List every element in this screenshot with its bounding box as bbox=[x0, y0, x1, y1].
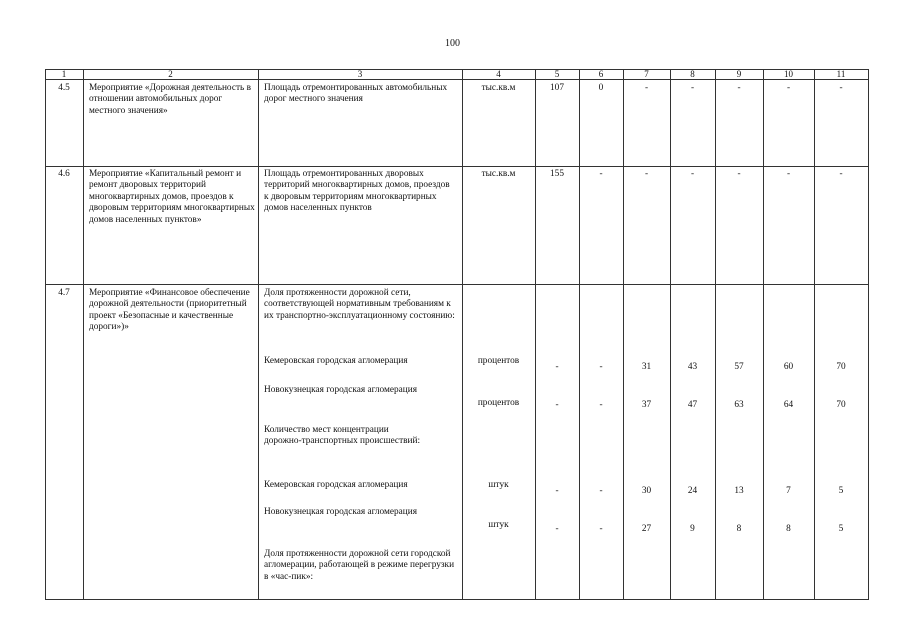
indicator-name: Площадь отремонтированных автомобильных дорог местного значения bbox=[264, 83, 448, 105]
value-cell: 27 bbox=[641, 524, 652, 534]
grid-line bbox=[83, 69, 84, 600]
column-header: 8 bbox=[690, 69, 695, 79]
value-cell: 7 bbox=[786, 486, 791, 496]
value-cell: 5 bbox=[838, 524, 844, 534]
column-header: 4 bbox=[496, 69, 501, 79]
indicator-item-label: Кемеровская городская агломерация bbox=[264, 356, 408, 366]
value-cell: 60 bbox=[783, 362, 794, 372]
grid-line bbox=[670, 69, 671, 600]
grid-line bbox=[763, 69, 764, 600]
program-table bbox=[45, 69, 869, 600]
row-number: 4.7 bbox=[58, 288, 70, 298]
value-cell: 8 bbox=[786, 524, 791, 534]
unit: тыс.кв.м bbox=[481, 83, 516, 93]
column-header: 5 bbox=[554, 69, 560, 79]
column-header: 6 bbox=[598, 69, 604, 79]
unit: тыс.кв.м bbox=[481, 169, 516, 179]
indicator-item-label: Новокузнецкая городская агломерация bbox=[264, 385, 418, 395]
activity-name: Мероприятие «Дорожная деятельность в отношении автомобильных дорог местного значения» bbox=[89, 83, 251, 116]
column-header: 1 bbox=[61, 69, 67, 79]
grid-line bbox=[45, 284, 869, 285]
grid-line bbox=[45, 599, 869, 600]
value-cell: - bbox=[599, 400, 603, 410]
unit: штук bbox=[488, 480, 509, 490]
grid-line bbox=[623, 69, 624, 600]
value-cell: 5 bbox=[838, 486, 844, 496]
indicator-item-label: Новокузнецкая городская агломерация bbox=[264, 507, 418, 517]
value-cell: 70 bbox=[836, 400, 846, 410]
indicator-item-label: Кемеровская городская агломерация bbox=[264, 480, 408, 490]
value-cell: 31 bbox=[641, 362, 652, 372]
column-header: 7 bbox=[644, 69, 649, 79]
unit: процентов bbox=[477, 356, 520, 366]
row-number: 4.6 bbox=[58, 169, 70, 179]
value-cell: 57 bbox=[734, 362, 744, 372]
value-cell: 70 bbox=[836, 362, 846, 372]
value-cell: 64 bbox=[783, 400, 794, 410]
row-number: 4.5 bbox=[58, 83, 70, 93]
value-cell: 13 bbox=[734, 486, 744, 496]
grid-line bbox=[814, 69, 815, 600]
column-header: 9 bbox=[736, 69, 742, 79]
value-cell: - bbox=[690, 169, 695, 179]
value-cell: 0 bbox=[598, 83, 604, 93]
grid-line bbox=[868, 69, 869, 600]
value-cell: 9 bbox=[690, 524, 695, 534]
value-cell: - bbox=[839, 169, 843, 179]
value-cell: 107 bbox=[550, 83, 564, 93]
value-cell: - bbox=[737, 169, 741, 179]
column-header: 2 bbox=[168, 69, 173, 79]
value-cell: 47 bbox=[687, 400, 698, 410]
value-cell: - bbox=[555, 362, 559, 372]
grid-line bbox=[715, 69, 716, 600]
activity-name: Мероприятие «Финансовое обеспечение дорожной деятельности (приоритетный проект «Безопасные и качественные дороги»)» bbox=[89, 288, 250, 333]
value-cell: - bbox=[737, 83, 741, 93]
unit: штук bbox=[488, 520, 509, 530]
value-cell: - bbox=[786, 169, 791, 179]
value-cell: 8 bbox=[736, 524, 742, 534]
grid-line bbox=[258, 69, 259, 600]
indicator-group-title: Количество мест концентрации дорожно-транспортных происшествий: bbox=[264, 425, 421, 447]
value-cell: 37 bbox=[641, 400, 652, 410]
value-cell: - bbox=[555, 400, 559, 410]
value-cell: 43 bbox=[687, 362, 698, 372]
grid-line bbox=[45, 166, 869, 167]
column-header: 3 bbox=[357, 69, 363, 79]
value-cell: 155 bbox=[550, 169, 564, 179]
value-cell: - bbox=[555, 486, 559, 496]
grid-line bbox=[535, 69, 536, 600]
value-cell: - bbox=[599, 169, 603, 179]
activity-name: Мероприятие «Капитальный ремонт и ремонт дворовых территорий многоквартирных домов, проездов к дворовым территориям многоквартирных домов населенных пунктов» bbox=[89, 169, 255, 225]
value-cell: - bbox=[644, 169, 649, 179]
indicator-name: Площадь отремонтированных дворовых территорий многоквартирных домов, проездов к дворовым территориям многоквартирных домов населенных пунктов bbox=[264, 169, 450, 214]
value-cell: - bbox=[599, 524, 603, 534]
value-cell: 63 bbox=[734, 400, 744, 410]
unit: процентов bbox=[477, 398, 520, 408]
indicator-group-title: Доля протяженности дорожной сети, соответствующей нормативным требованиям к их транспортно-эксплуатационному состоянию: bbox=[264, 288, 455, 321]
page-number: 100 bbox=[445, 38, 460, 49]
value-cell: - bbox=[644, 83, 649, 93]
value-cell: 30 bbox=[641, 486, 652, 496]
indicator-group-title: Доля протяженности дорожной сети городской агломерации, работающей в режиме перегрузки в «час-пик»: bbox=[264, 549, 455, 582]
grid-line bbox=[45, 69, 46, 600]
value-cell: - bbox=[555, 524, 559, 534]
value-cell: - bbox=[599, 362, 603, 372]
value-cell: - bbox=[786, 83, 791, 93]
column-header: 10 bbox=[784, 69, 793, 79]
value-cell: - bbox=[599, 486, 603, 496]
column-header: 11 bbox=[836, 69, 846, 79]
value-cell: - bbox=[690, 83, 695, 93]
grid-line bbox=[45, 79, 869, 80]
value-cell: 24 bbox=[687, 486, 698, 496]
grid-line bbox=[579, 69, 580, 600]
value-cell: - bbox=[839, 83, 843, 93]
